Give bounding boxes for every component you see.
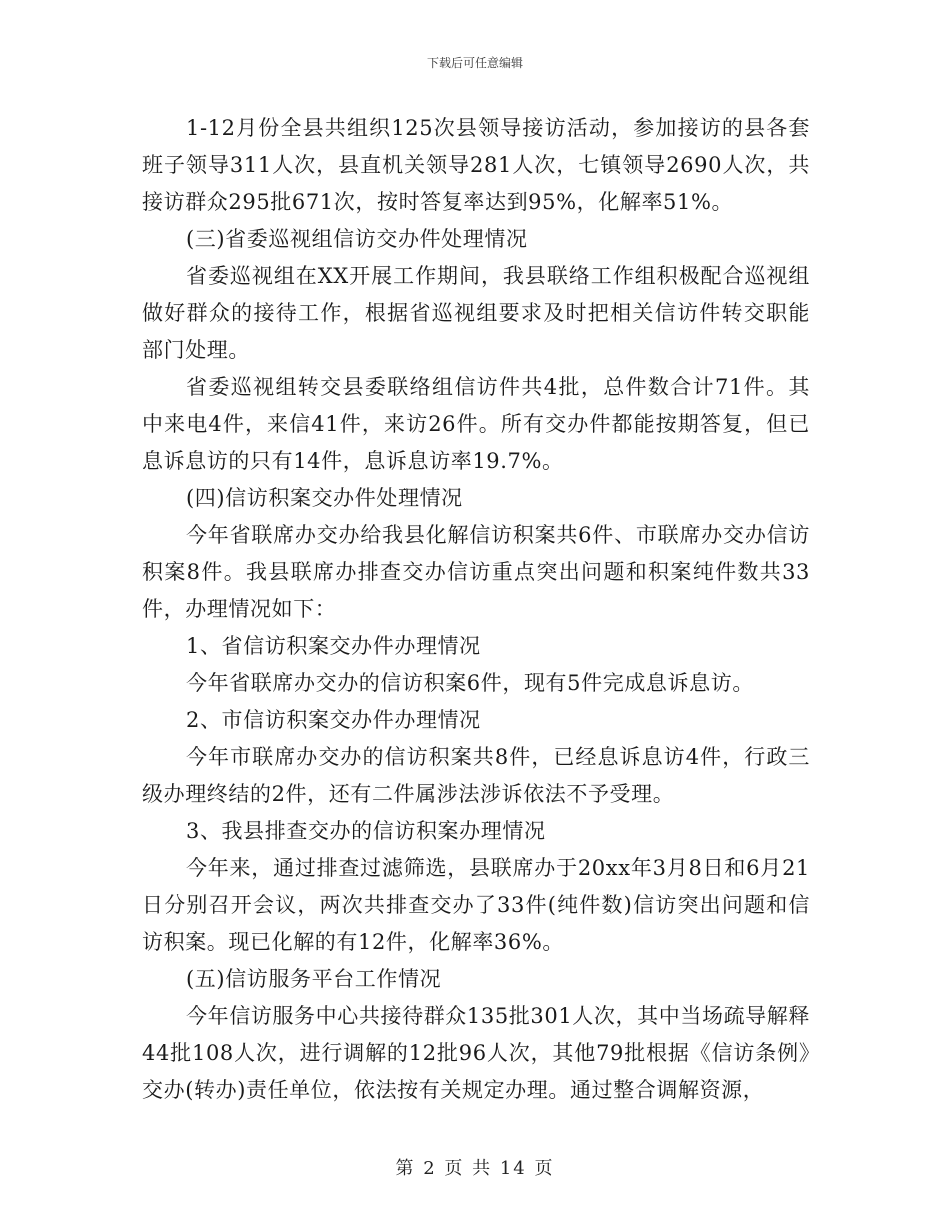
section-heading-backlog-cases: (四)信访积案交办件处理情况 xyxy=(186,486,463,510)
subheading-city-backlog: 2、市信访积案交办件办理情况 xyxy=(186,708,481,732)
paragraph-backlog-overview: 今年省联席办交办给我县化解信访积案共6件、市联席办交办信访积案8件。我县联席办排查交办信访重点突出问题和积案纯件数共33件，办理情况如下： xyxy=(142,523,810,621)
paragraph-county-backlog: 今年来，通过排查过滤筛选，县联席办于20xx年3月8日和6月21日分别召开会议，两次共排查交办了33件(纯件数)信访突出问题和信访积案。现已化解的有12件，化解率36%。 xyxy=(142,856,810,954)
section-heading-inspection-cases: (三)省委巡视组信访交办件处理情况 xyxy=(186,227,528,251)
paragraph-visit-summary: 1-12月份全县共组织125次县领导接访活动，参加接访的县各套班子领导311人次，县直机关领导281人次，七镇领导2690人次，共接访群众295批671次，按时答复率达到95%，化解率51%。 xyxy=(142,116,810,214)
section-heading-service-platform: (五)信访服务平台工作情况 xyxy=(186,967,442,991)
paragraph-provincial-backlog: 今年省联席办交办的信访积案6件，现有5件完成息诉息访。 xyxy=(186,671,754,695)
subheading-county-backlog: 3、我县排查交办的信访积案办理情况 xyxy=(186,819,546,843)
document-body xyxy=(142,110,810,1109)
paragraph-service-platform: 今年信访服务中心共接待群众135批301人次，其中当场疏导解释44批108人次，进行调解的12批96人次，其他79批根据《信访条例》交办(转办)责任单位，依法按有关规定办理。通过整合调解资源， xyxy=(142,1004,810,1102)
page-header-note: 下载后可任意编辑 xyxy=(426,56,523,70)
paragraph-city-backlog: 今年市联席办交办的信访积案共8件，已经息诉息访4件，行政三级办理终结的2件，还有二件属涉法涉诉依法不予受理。 xyxy=(142,745,810,806)
paragraph-inspection-statistics: 省委巡视组转交县委联络组信访件共4批，总件数合计71件。其中来电4件，来信41件，来访26件。所有交办件都能按期答复，但已息诉息访的只有14件，息诉息访率19.7%。 xyxy=(142,375,810,473)
subheading-provincial-backlog: 1、省信访积案交办件办理情况 xyxy=(186,634,481,658)
paragraph-inspection-cooperation: 省委巡视组在XX开展工作期间，我县联络工作组积极配合巡视组做好群众的接待工作，根据省巡视组要求及时把相关信访件转交职能部门处理。 xyxy=(142,264,810,362)
page-number-footer: 第 2 页 共 14 页 xyxy=(395,1158,555,1179)
